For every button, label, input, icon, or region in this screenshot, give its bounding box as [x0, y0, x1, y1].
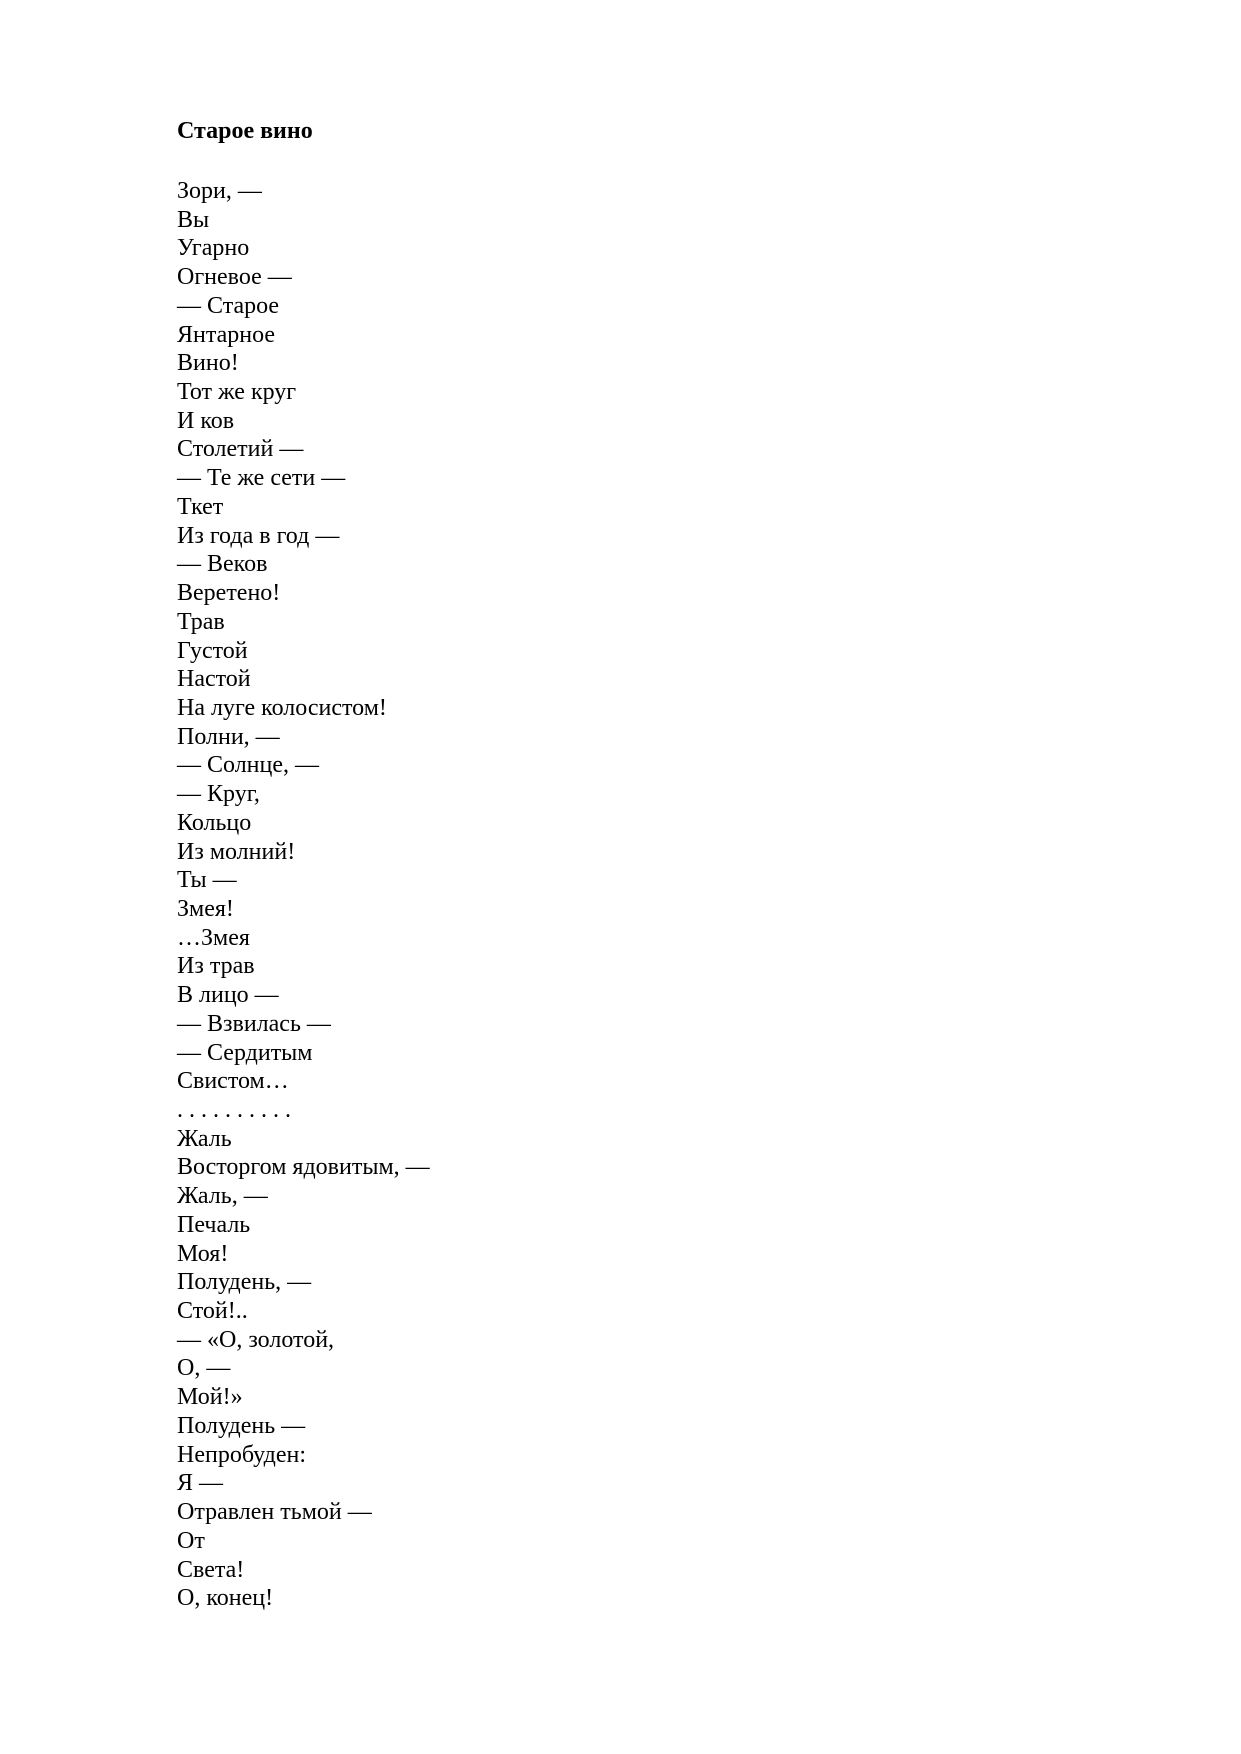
poem-line: Кольцо	[177, 809, 252, 836]
poem-line: — Сердитым	[177, 1039, 313, 1066]
poem-line: Ты —	[177, 867, 237, 894]
poem-line: Из трав	[177, 953, 255, 980]
poem-line: Жаль, —	[177, 1183, 268, 1210]
poem-line: Зори, —	[177, 178, 262, 204]
poem-line: — Старое	[177, 292, 280, 319]
poem-line: Стой!..	[177, 1298, 248, 1325]
poem-line: Из года в год —	[177, 522, 340, 549]
poem-line: — Взвилась —	[177, 1010, 331, 1037]
poem-line: …Змея	[177, 924, 250, 951]
poem-line: — «О, золотой,	[177, 1326, 335, 1353]
poem-line: . . . . . . . . . .	[177, 1097, 291, 1123]
poem-line: Непробуден:	[177, 1441, 306, 1468]
poem-line: — Солнце, —	[177, 752, 320, 779]
poem-line: Трав	[177, 608, 225, 635]
poem-line: Столетий —	[177, 436, 304, 463]
poem-line: От	[177, 1527, 205, 1554]
poem-line: Жаль	[177, 1125, 232, 1152]
poem-lines	[177, 177, 1077, 1613]
poem-line: Полудень, —	[177, 1269, 312, 1296]
poem-line: О, конец!	[177, 1585, 274, 1612]
poem-line: — Веков	[177, 551, 268, 578]
poem-line: Мой!»	[177, 1384, 243, 1411]
poem-line: Из молний!	[177, 838, 296, 865]
poem-line: Угарно	[177, 235, 250, 262]
poem-line: Тот же круг	[177, 379, 297, 406]
poem-line: Густой	[177, 637, 248, 664]
poem-line: Моя!	[177, 1240, 229, 1267]
poem-line: Змея!	[177, 895, 234, 922]
poem-line: Янтарное	[177, 321, 276, 348]
poem-line: Свистом…	[177, 1068, 289, 1095]
poem-line: Света!	[177, 1556, 245, 1583]
poem-line: И ков	[177, 407, 235, 434]
poem-line: Вы	[177, 206, 210, 233]
poem-line: Ткет	[177, 493, 224, 520]
poem-line: Печаль	[177, 1211, 251, 1238]
poem-line: Полни, —	[177, 723, 280, 750]
poem	[177, 116, 1077, 1613]
poem-line: Отравлен тьмой —	[177, 1499, 372, 1526]
poem-line: Полудень —	[177, 1412, 306, 1439]
poem-line: О, —	[177, 1355, 231, 1382]
poem-line: Вино!	[177, 350, 239, 377]
poem-line: Веретено!	[177, 580, 281, 607]
poem-line: В лицо —	[177, 982, 279, 1009]
poem-line: Настой	[177, 666, 251, 693]
poem-line: Я —	[177, 1470, 224, 1497]
poem-line: Восторгом ядовитым, —	[177, 1154, 430, 1181]
poem-title: Старое вино	[177, 118, 313, 144]
poem-line: — Те же сети —	[177, 465, 346, 492]
poem-line: Огневое —	[177, 264, 292, 291]
poem-line: На луге колосистом!	[177, 694, 387, 721]
poem-line: — Круг,	[177, 781, 260, 808]
